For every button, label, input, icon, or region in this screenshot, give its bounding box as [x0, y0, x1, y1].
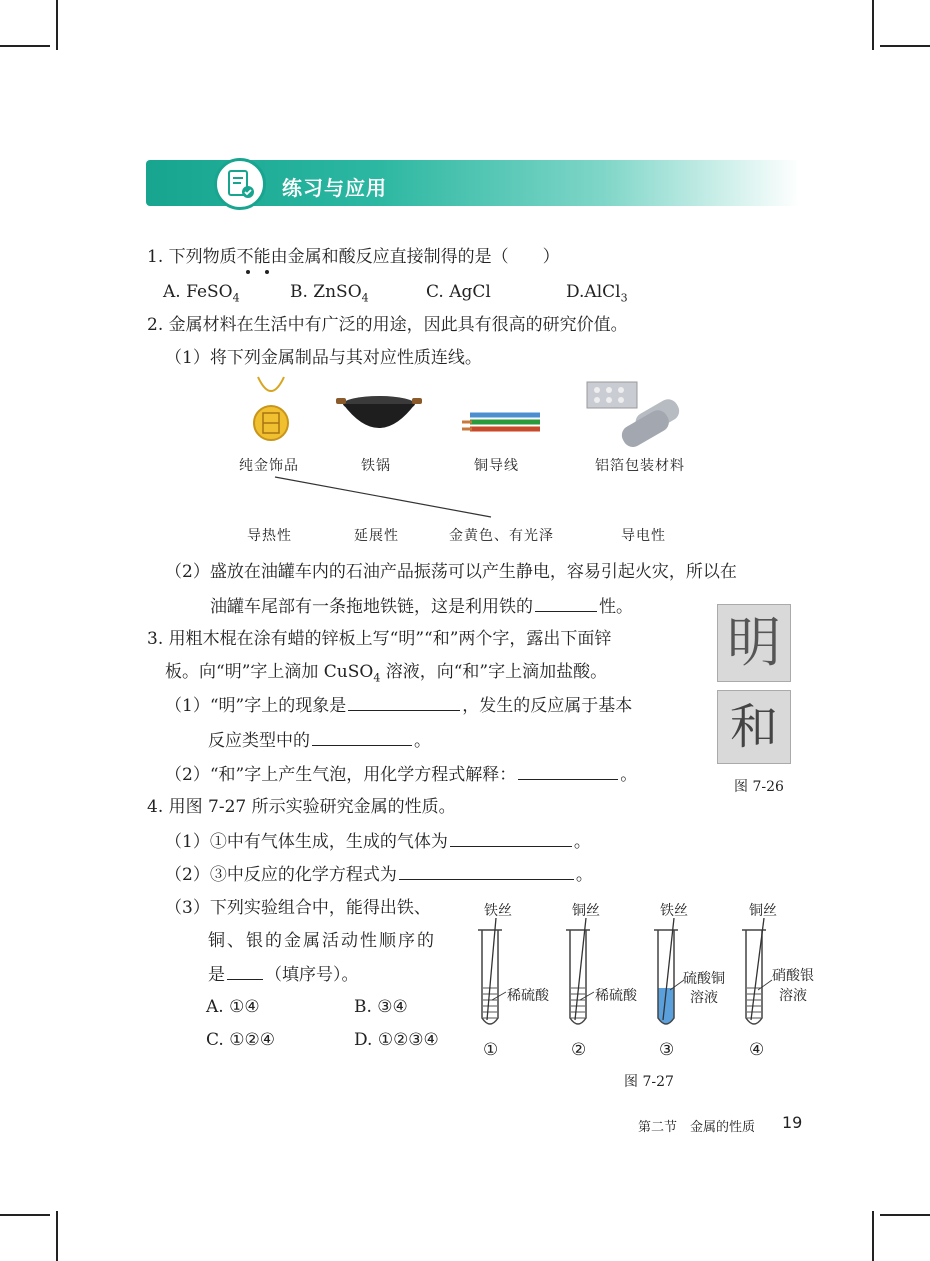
tube3-metal-label: 铁丝: [660, 903, 688, 919]
q2-part2-line2: 油罐车尾部有一条拖地铁链，这是利用铁的 性。: [210, 597, 633, 617]
answer-blank[interactable]: [450, 830, 572, 847]
q4-part3-line3: 是 （填序号）。: [208, 965, 359, 985]
q2-part1: （1）将下列金属制品与其对应性质连线。: [165, 348, 482, 368]
tube2-metal-label: 铜丝: [572, 903, 600, 919]
zinc-plate-he: [717, 690, 791, 764]
prop-heat-conduction: 导热性: [247, 528, 292, 544]
exercise-icon: [214, 158, 266, 210]
tube1-liquid-label: 稀硫酸: [507, 988, 549, 1004]
stamp-char-ming: 明: [727, 611, 781, 674]
q4-part1: （1）①中有气体生成，生成的气体为 。: [165, 832, 591, 852]
figure-7-26-caption: 图 7-26: [734, 779, 784, 795]
zinc-plate-ming: [717, 604, 791, 682]
q3-line2: 板。向“明”字上滴加 CuSO$_4$ 溶液，向“和”字上滴加盐酸。: [165, 662, 608, 685]
q4-part3-line2: 铜、银的金属活动性顺序的: [208, 931, 436, 951]
stamp-char-he: 和: [729, 699, 778, 755]
prop-ductility: 延展性: [354, 528, 399, 544]
answer-blank[interactable]: [518, 763, 618, 780]
crop-mark: [56, 0, 58, 50]
prop-electric-conduction: 导电性: [621, 528, 666, 544]
crop-mark: [880, 1214, 930, 1216]
tube2-liquid-label: 稀硫酸: [595, 988, 637, 1004]
figure-7-27-caption: 图 7-27: [624, 1074, 674, 1090]
q2-part2-line1: （2）盛放在油罐车内的石油产品振荡可以产生静电，容易引起火灾，所以在: [165, 562, 737, 582]
tube1-number: ①: [483, 1040, 499, 1060]
answer-blank[interactable]: [312, 729, 412, 746]
answer-blank[interactable]: [227, 963, 263, 980]
crop-mark: [880, 45, 930, 47]
aluminum-foil-image: [585, 378, 697, 448]
crop-mark: [0, 45, 50, 47]
tube3-number: ③: [659, 1040, 675, 1060]
item-gold-jewelry: 纯金饰品: [239, 458, 299, 474]
q4-part2: （2）③中反应的化学方程式为 。: [165, 865, 593, 885]
gold-pendant-image: [246, 375, 296, 445]
copper-wire-image: [460, 410, 546, 440]
q3-part2: （2）“和”字上产生气泡，用化学方程式解释： 。: [165, 765, 638, 785]
emphasis-dot: [246, 270, 250, 274]
q3-line1: 3. 用粗木棍在涂有蜡的锌板上写“明”“和”两个字，露出下面锌: [147, 629, 612, 649]
q1-option-d: D.AlCl$_3$: [566, 282, 628, 305]
footer-section-title: 第二节 金属的性质: [638, 1120, 756, 1135]
tube1-metal-label: 铁丝: [484, 903, 512, 919]
item-aluminum-foil: 铝箔包装材料: [595, 458, 685, 474]
crop-mark: [872, 1211, 874, 1261]
crop-mark: [0, 1214, 50, 1216]
q1-option-a: A. FeSO$_4$: [163, 282, 240, 305]
q4-option-b: B. ③④: [354, 997, 408, 1017]
q1-option-c: C. AgCl: [426, 282, 491, 302]
test-tube-4: [742, 918, 772, 1024]
q4-option-a: A. ①④: [206, 997, 260, 1017]
test-tube-2: [566, 918, 594, 1024]
answer-blank[interactable]: [399, 863, 574, 880]
crop-mark: [56, 1211, 58, 1261]
q3-part1-line2: 反应类型中的 。: [208, 731, 431, 751]
q4-part3-line1: （3）下列实验组合中，能得出铁、: [165, 898, 431, 918]
test-tubes-diagram: [470, 918, 800, 1038]
q3-part1-line1: （1）“明”字上的现象是 ，发生的反应属于基本: [165, 696, 633, 716]
q4-option-c: C. ①②④: [206, 1030, 275, 1050]
tube4-number: ④: [749, 1040, 765, 1060]
q4-stem: 4. 用图 7-27 所示实验研究金属的性质。: [147, 797, 456, 817]
section-title: 练习与应用: [282, 176, 387, 200]
tube4-liquid-label: 硝酸银: [772, 968, 814, 984]
tube3-liquid-label-2: 溶液: [690, 990, 718, 1006]
tube4-liquid-label-2: 溶液: [779, 988, 807, 1004]
q1-stem: 1. 下列物质不能由金属和酸反应直接制得的是（ ）: [147, 247, 560, 267]
emphasis-dot: [265, 270, 269, 274]
q4-option-d: D. ①②③④: [354, 1030, 439, 1050]
wok-image: [336, 392, 422, 442]
q1-option-b: B. ZnSO$_4$: [290, 282, 369, 305]
test-tube-1: [478, 918, 506, 1024]
item-iron-wok: 铁锅: [361, 458, 391, 474]
item-copper-wire: 铜导线: [474, 458, 519, 474]
tube3-liquid-label: 硫酸铜: [683, 971, 725, 987]
answer-blank[interactable]: [535, 595, 597, 612]
q2-stem: 2. 金属材料在生活中有广泛的用途，因此具有很高的研究价值。: [147, 315, 628, 335]
prop-golden-luster: 金黄色、有光泽: [449, 528, 554, 544]
page-number: 19: [782, 1113, 803, 1132]
test-tube-3: [654, 918, 684, 1024]
tube2-number: ②: [571, 1040, 587, 1060]
crop-mark: [872, 0, 874, 50]
tube4-metal-label: 铜丝: [749, 903, 777, 919]
answer-blank[interactable]: [348, 694, 460, 711]
